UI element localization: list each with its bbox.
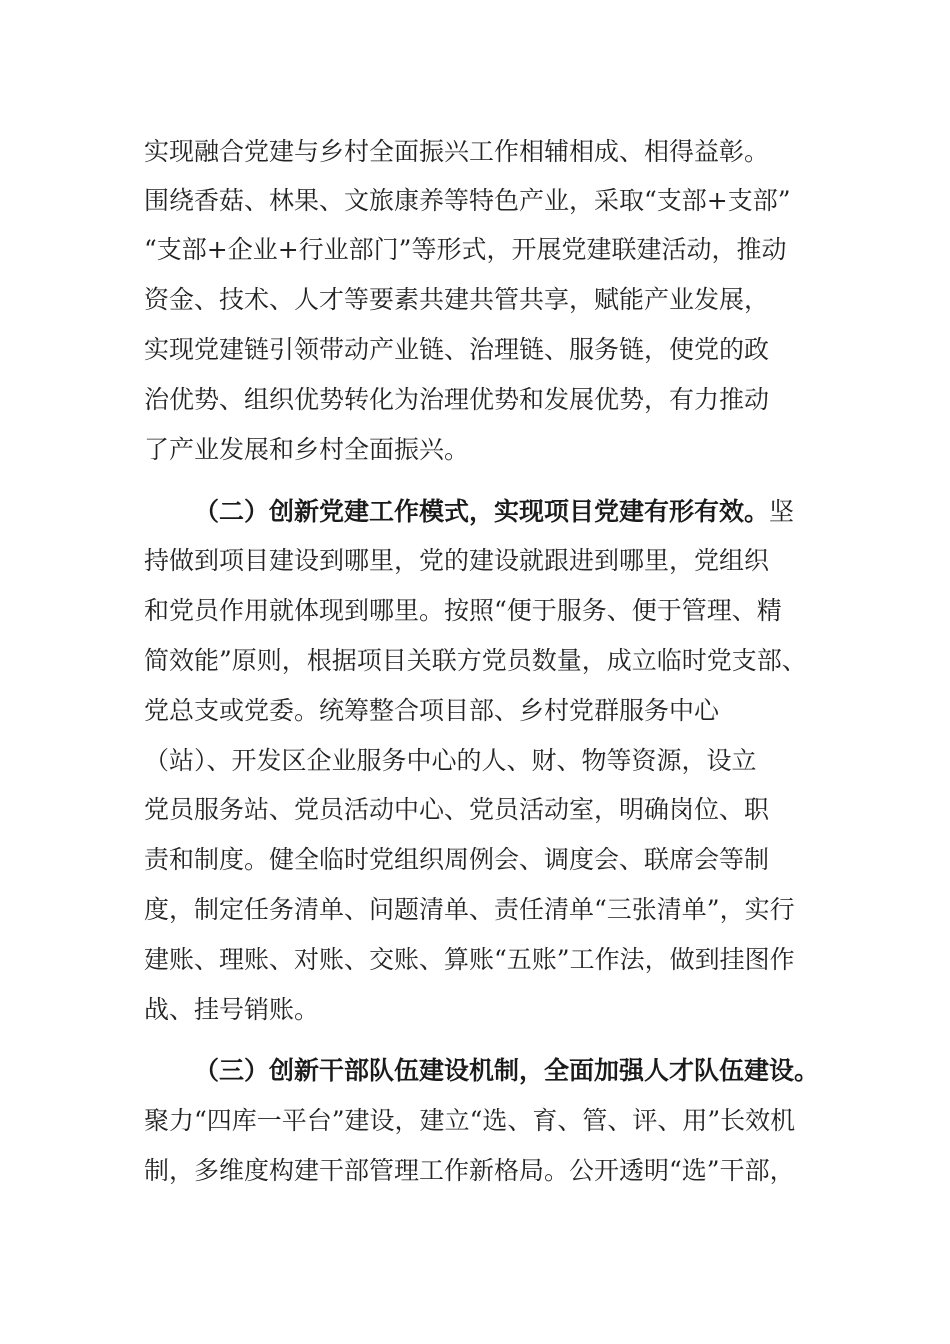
text-line: 责和制度。健全临时党组织周例会、调度会、联席会等制 bbox=[144, 845, 770, 874]
text-line: 围绕香菇、林果、文旅康养等特色产业，采取“支部+支部” bbox=[144, 186, 791, 215]
text-line: 党总支或党委。统筹整合项目部、乡村党群服务中心 bbox=[144, 696, 720, 725]
text-line: 持做到项目建设到哪里，党的建设就跟进到哪里，党组织 bbox=[144, 546, 770, 575]
text-line: 聚力“四库一平台”建设，建立“选、育、管、评、用”长效机 bbox=[144, 1106, 796, 1135]
text-line: 治优势、组织优势转化为治理优势和发展优势，有力推动 bbox=[144, 385, 770, 414]
text-line: 建账、理账、对账、交账、算账“五账”工作法，做到挂图作 bbox=[144, 945, 795, 974]
text-line: 度，制定任务清单、问题清单、责任清单“三张清单”，实行 bbox=[144, 895, 795, 924]
text-line: 简效能”原则，根据项目关联方党员数量，成立临时党支部、 bbox=[144, 646, 807, 675]
text-line: “支部+企业+行业部门”等形式，开展党建联建活动，推动 bbox=[144, 235, 787, 264]
text-line: 党员服务站、党员活动中心、党员活动室，明确岗位、职 bbox=[144, 795, 770, 824]
text-fragment: 坚 bbox=[769, 497, 795, 526]
text-line: 和党员作用就体现到哪里。按照“便于服务、便于管理、精 bbox=[144, 596, 782, 625]
text-line: 资金、技术、人才等要素共建共管共享，赋能产业发展， bbox=[144, 285, 770, 314]
text-line: （站）、开发区企业服务中心的人、财、物等资源，设立 bbox=[144, 746, 757, 775]
text-line: 实现融合党建与乡村全面振兴工作相辅相成、相得益彰。 bbox=[144, 137, 770, 166]
text-line: 了产业发展和乡村全面振兴。 bbox=[144, 435, 470, 464]
section-heading-line bbox=[194, 496, 794, 528]
section-heading: （三）创新干部队伍建设机制，全面加强人才队伍建设。 bbox=[194, 1056, 820, 1085]
section-heading: （二）创新党建工作模式，实现项目党建有形有效。 bbox=[194, 497, 770, 526]
text-line: 制，多维度构建干部管理工作新格局。公开透明“选”干部， bbox=[144, 1156, 795, 1185]
text-line: 实现党建链引领带动产业链、治理链、服务链，使党的政 bbox=[144, 335, 770, 364]
text-line: 战、挂号销账。 bbox=[144, 995, 320, 1024]
